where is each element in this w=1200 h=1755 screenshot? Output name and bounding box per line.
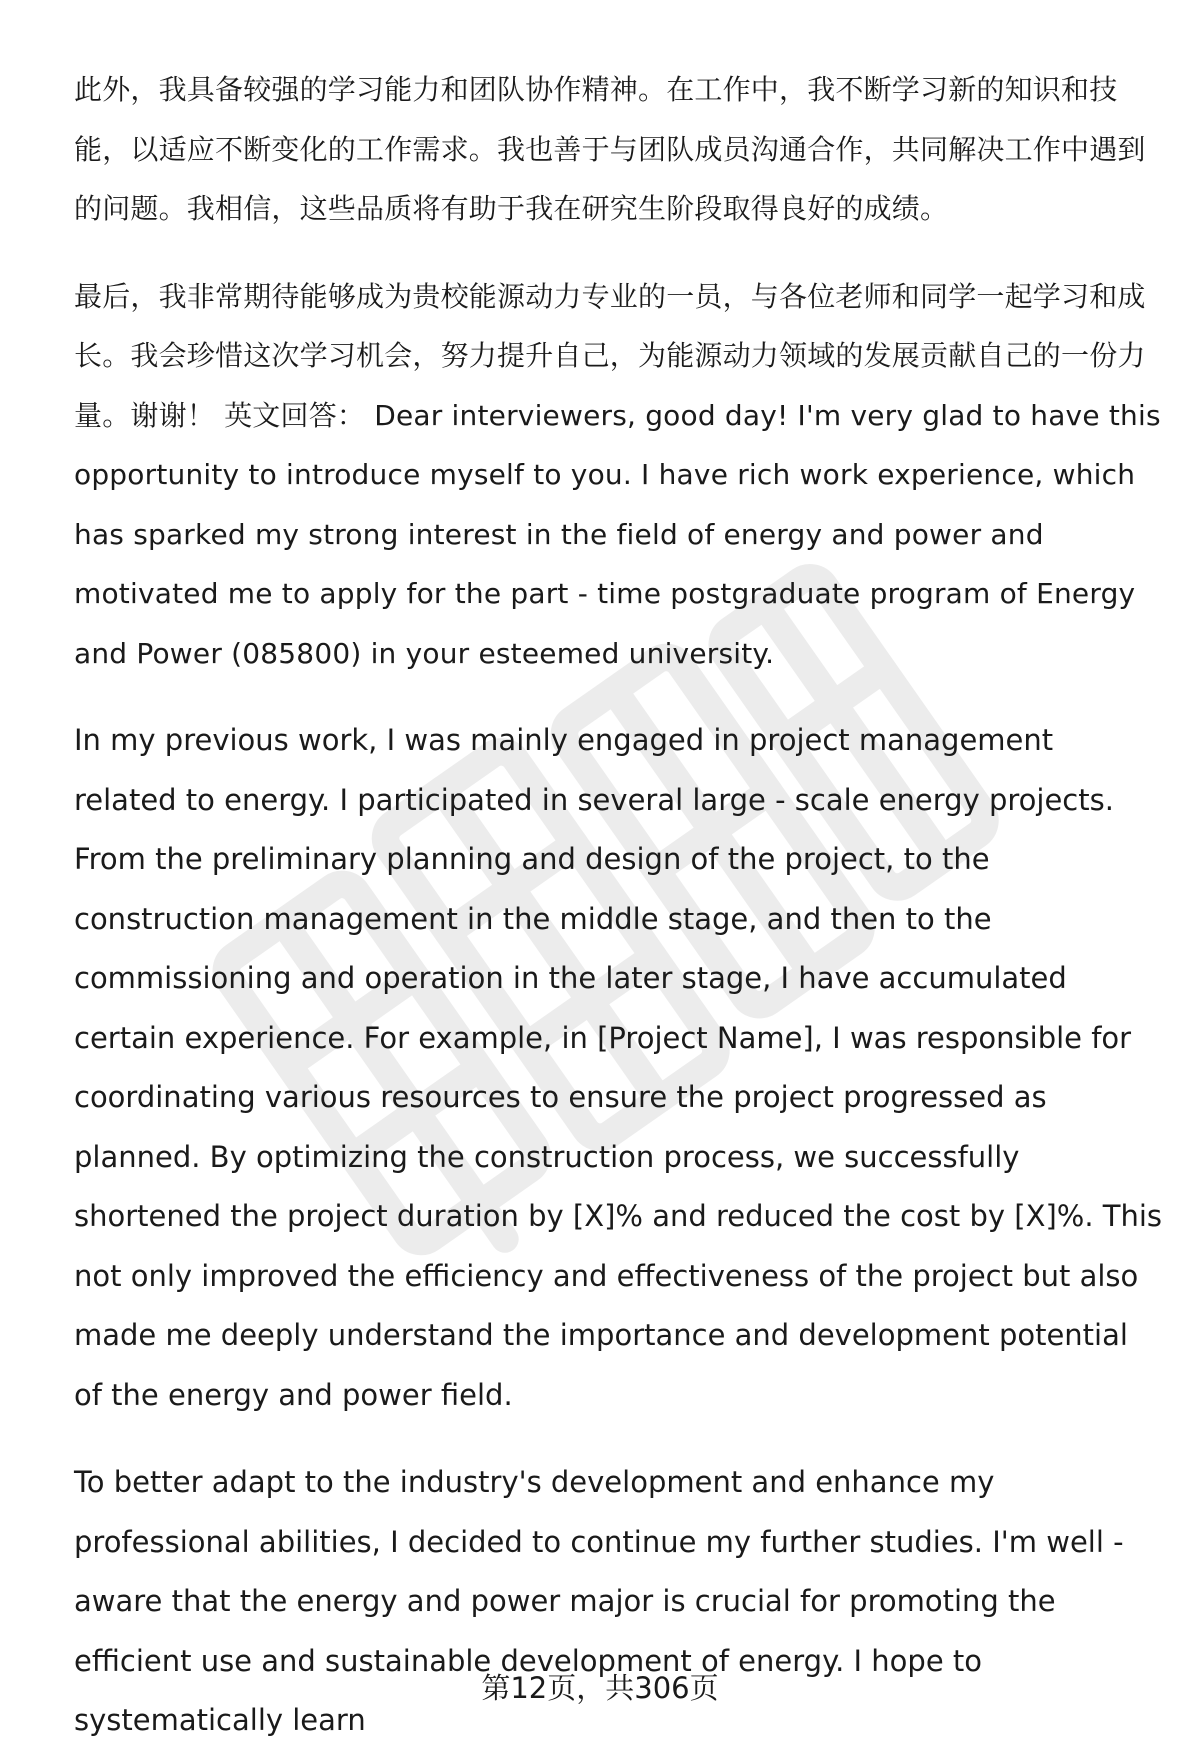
page-number-footer: 第12页，共306页 <box>481 1671 719 1705</box>
paragraph-1: 此外，我具备较强的学习能力和团队协作精神。在工作中，我不断学习新的知识和技能，以适应不断变化的工作需求。我也善于与团队成员沟通合作，共同解决工作中遇到的问题。我相信，这些品质将有助于我在研究生阶段取得良好的成绩。 <box>74 73 1146 225</box>
paragraph-gap <box>74 239 1164 267</box>
document-body <box>74 60 1164 1751</box>
paragraph-gap <box>74 683 1164 711</box>
paragraph-gap <box>74 1425 1164 1453</box>
paragraph-4: To better adapt to the industry's development and enhance my professional abilities, I decided to continue my further studies. I'm well - aware that the energy and power major is crucial for promoting the efficient use and sustainable development of energy. I hope to systematically learn <box>74 1465 1124 1737</box>
paragraph-3: In my previous work, I was mainly engaged in project management related to energy. I participated in several large - scale energy projects. From the preliminary planning and design of the project, to the construction management in the middle stage, and then to the commissioning and operation in the later stage, I have accumulated certain experience. For example, in [Project Name], I was responsible for coordinating various resources to ensure the project progressed as planned. By optimizing the construction process, we successfully shortened the project duration by [X]% and reduced the cost by [X]%. This not only improved the efficiency and effectiveness of the project but also made me deeply understand the importance and development potential of the energy and power field. <box>74 723 1163 1412</box>
paragraph-2: 最后，我非常期待能够成为贵校能源动力专业的一员，与各位老师和同学一起学习和成长。我会珍惜这次学习机会，努力提升自己，为能源动力领域的发展贡献自己的一份力量。谢谢！ 英文回答： Dear interviewers, good day! I'm very glad to have this opportunity to introduce myself to you. I have rich work experience, which has sparked my strong interest in the field of energy and power and motivated me to apply for the part - time postgraduate program of Energy and Power (085800) in your esteemed university. <box>74 279 1161 670</box>
